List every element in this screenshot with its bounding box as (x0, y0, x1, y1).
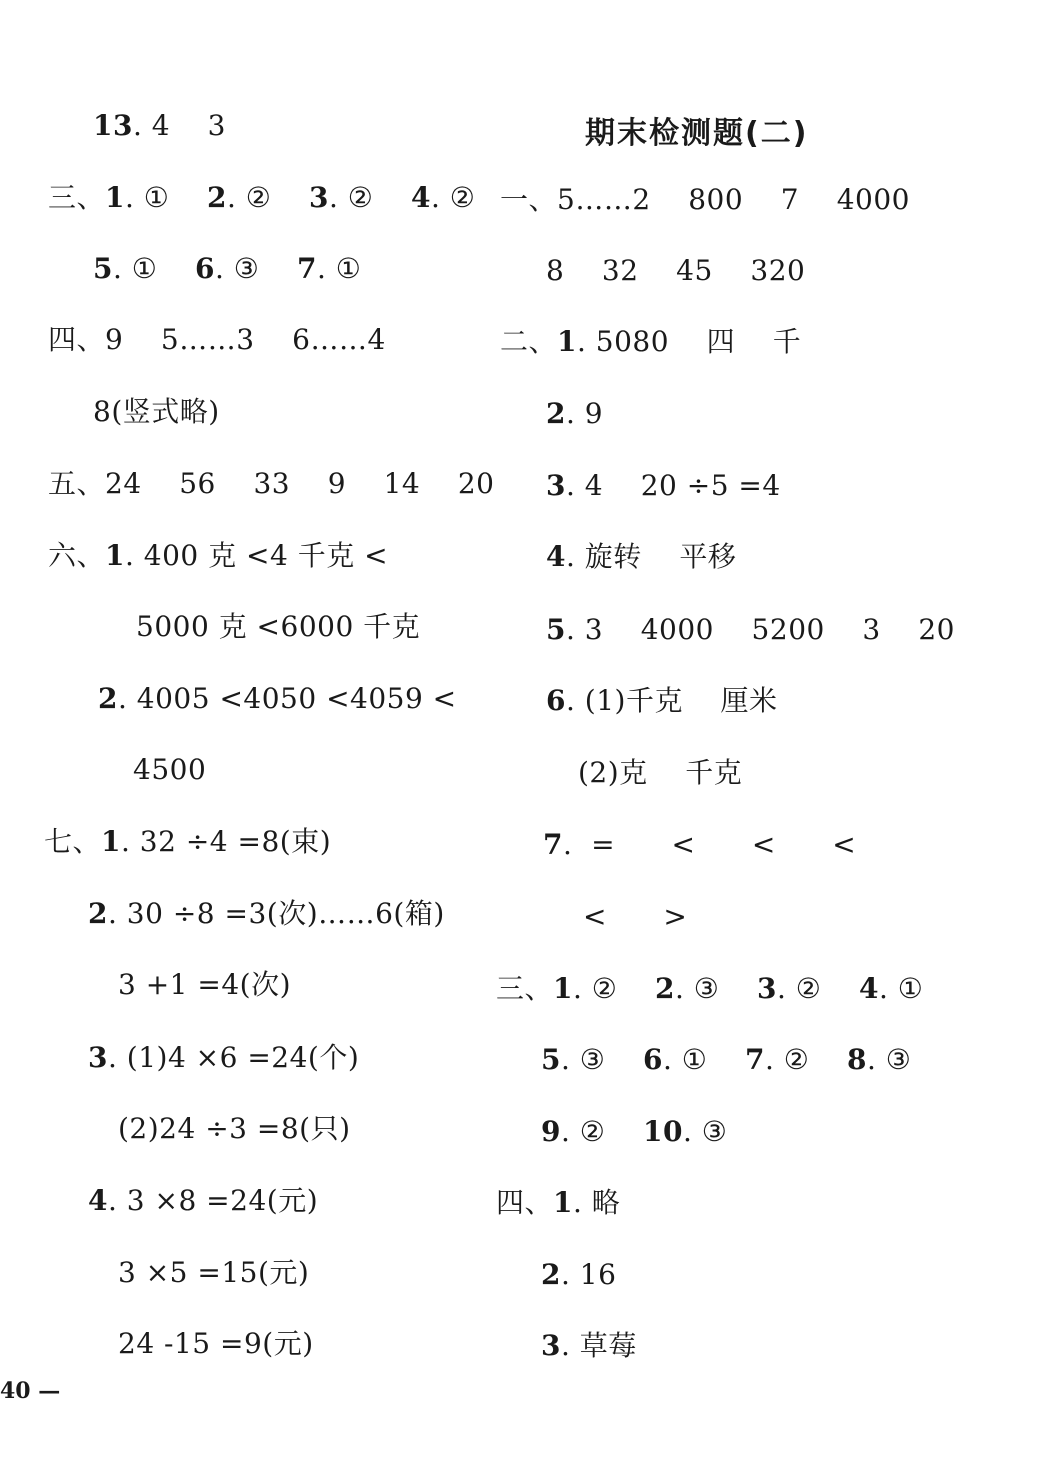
right-answer-line (541, 1257, 616, 1293)
item-number: 2 (546, 397, 566, 430)
item-number: 6 (546, 684, 566, 717)
answer-text: 8(竖式略) (93, 395, 220, 428)
right-answer-line (543, 827, 856, 863)
answer-text: . 32 ÷4 =8(束) (121, 825, 332, 858)
item-number: 3 (541, 1329, 561, 1362)
item-number: 1 (553, 972, 573, 1005)
item-number: 7 (297, 252, 317, 285)
answer-text: . 4 3 (132, 109, 226, 142)
answer-text: 四、9 5……3 6……4 (48, 323, 386, 356)
item-number: 4 (88, 1184, 108, 1217)
answer-text: . ② (777, 972, 860, 1005)
answer-text: . ③ (682, 1115, 728, 1148)
answer-text: 六、 (48, 539, 106, 572)
left-answer-line (136, 609, 420, 645)
answer-text: 8 32 45 320 (546, 254, 806, 287)
item-number: 13 (93, 109, 133, 142)
answer-text: . 略 (573, 1186, 621, 1219)
right-answer-line (546, 468, 781, 504)
answer-text: 24 -15 =9(元) (118, 1327, 314, 1360)
left-answer-line (93, 394, 220, 430)
page-number: 40 — (0, 1378, 61, 1404)
left-answer-line (118, 1326, 314, 1362)
item-number: 3 (546, 469, 566, 502)
answer-text: . ② (560, 1115, 643, 1148)
left-answer-line (133, 752, 206, 788)
right-answer-line (546, 253, 805, 289)
answer-text: . ③ (866, 1043, 912, 1076)
left-answer-line (118, 1255, 309, 1291)
answer-text: 3 +1 =4(次) (118, 968, 292, 1001)
answer-text: . 4005 <4050 <4059 < (117, 682, 457, 715)
item-number: 2 (541, 1258, 561, 1291)
left-answer-line (98, 681, 457, 717)
answer-text: 五、24 56 33 9 14 20 (48, 467, 495, 500)
answer-text: . ③ (675, 972, 758, 1005)
answer-text: . 9 (565, 397, 604, 430)
answer-text: . 16 (560, 1258, 617, 1291)
answer-text: . ② (573, 972, 656, 1005)
item-number: 8 (847, 1043, 867, 1076)
left-answer-line (88, 896, 445, 932)
answer-text: . 5080 四 千 (577, 325, 802, 358)
answer-text: (2)克 千克 (578, 756, 743, 789)
right-answer-line (541, 1328, 637, 1364)
item-number: 5 (541, 1043, 561, 1076)
answer-text: . ② (329, 181, 412, 214)
left-answer-line (118, 1111, 351, 1147)
answer-text: 四、 (496, 1186, 554, 1219)
answer-text: . ③ (214, 252, 297, 285)
answer-text: 二、 (500, 325, 558, 358)
left-answer-line (48, 180, 475, 216)
left-answer-line (88, 1183, 318, 1219)
item-number: 7 (745, 1043, 765, 1076)
answer-text: 3 ×5 =15(元) (118, 1256, 310, 1289)
answer-text: . ③ (560, 1043, 643, 1076)
item-number: 6 (643, 1043, 663, 1076)
answer-text: . 旋转 平移 (565, 540, 737, 573)
item-number: 1 (105, 181, 125, 214)
left-answer-line (118, 967, 291, 1003)
left-answer-line (48, 466, 494, 502)
answer-text: 5000 克 <6000 千克 (136, 610, 421, 643)
item-number: 1 (101, 825, 121, 858)
item-number: 2 (88, 897, 108, 930)
answer-text: . ① (112, 252, 195, 285)
left-answer-line (48, 538, 388, 574)
item-number: 10 (643, 1115, 683, 1148)
right-answer-line (500, 182, 910, 218)
right-answer-line (541, 1042, 911, 1078)
answer-text: . 400 克 <4 千克 < (125, 539, 389, 572)
item-number: 5 (546, 613, 566, 646)
item-number: 4 (546, 540, 566, 573)
item-number: 6 (195, 252, 215, 285)
answer-text: . 3 ×8 =24(元) (107, 1184, 319, 1217)
right-answer-line (546, 396, 603, 432)
item-number: 4 (859, 972, 879, 1005)
left-answer-line (44, 824, 331, 860)
item-number: 2 (207, 181, 227, 214)
answer-text: . 4 20 ÷5 =4 (565, 469, 781, 502)
section-title: 期末检测题(二) (585, 116, 809, 151)
answer-text: . ① (662, 1043, 745, 1076)
answer-text: . (1)4 ×6 =24(个) (107, 1041, 360, 1074)
right-answer-line (583, 899, 687, 935)
item-number: 3 (88, 1041, 108, 1074)
item-number: 2 (98, 682, 118, 715)
right-answer-line (541, 1114, 727, 1150)
left-answer-line (48, 322, 386, 358)
item-number: 1 (557, 325, 577, 358)
answer-text: 三、 (48, 181, 106, 214)
answer-text: . 30 ÷8 =3(次)……6(箱) (107, 897, 445, 930)
answer-text: . 草莓 (560, 1329, 637, 1362)
answer-text: (2)24 ÷3 =8(只) (118, 1112, 351, 1145)
item-number: 3 (757, 972, 777, 1005)
answer-text: . ② (764, 1043, 847, 1076)
answer-text: 一、5……2 800 7 4000 (500, 183, 910, 216)
answer-text: 4500 (133, 753, 207, 786)
answer-text: . ② (227, 181, 310, 214)
right-answer-line (546, 683, 778, 719)
left-answer-line (88, 1040, 359, 1076)
answer-text: . 3 4000 5200 3 20 (565, 613, 955, 646)
right-answer-line (578, 755, 742, 791)
item-number: 1 (105, 539, 125, 572)
answer-text: . ① (879, 972, 924, 1005)
answer-text: < > (583, 900, 688, 933)
item-number: 1 (553, 1186, 573, 1219)
right-answer-line (496, 1185, 620, 1221)
item-number: 7 (543, 828, 563, 861)
answer-text: 七、 (44, 825, 102, 858)
right-answer-line (500, 324, 801, 360)
answer-text: . = < < < (562, 828, 857, 861)
answer-text: . ① (125, 181, 208, 214)
right-answer-line (546, 539, 736, 575)
left-answer-line (93, 108, 226, 144)
answer-text: . (1)千克 厘米 (565, 684, 778, 717)
right-answer-line (496, 971, 923, 1007)
answer-text: . ② (431, 181, 476, 214)
left-answer-line (93, 251, 361, 287)
answer-text: . ① (316, 252, 362, 285)
right-answer-line (546, 612, 955, 648)
item-number: 5 (93, 252, 113, 285)
item-number: 9 (541, 1115, 561, 1148)
item-number: 4 (411, 181, 431, 214)
item-number: 3 (309, 181, 329, 214)
answer-text: 三、 (496, 972, 554, 1005)
item-number: 2 (655, 972, 675, 1005)
